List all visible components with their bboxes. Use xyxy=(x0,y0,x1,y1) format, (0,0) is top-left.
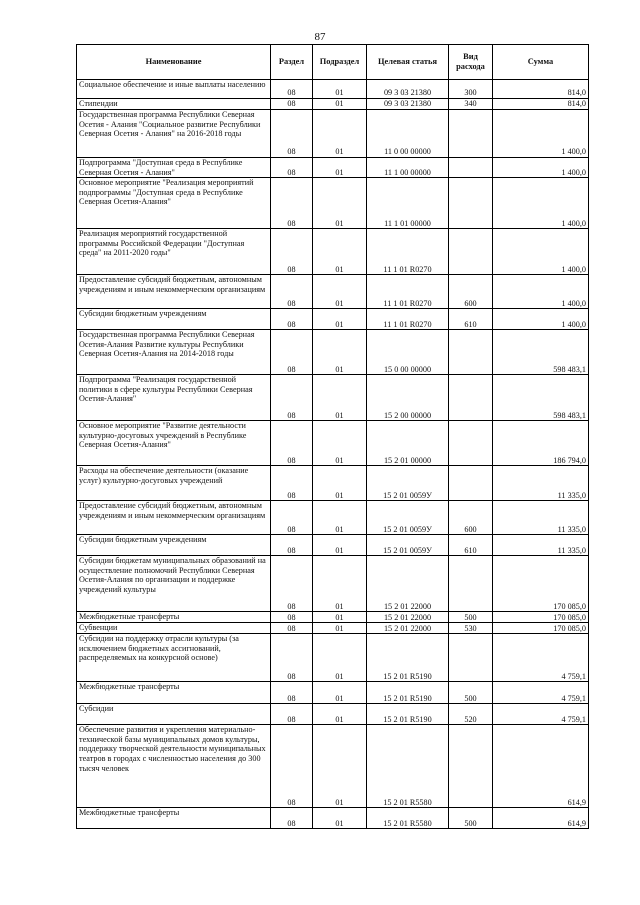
cell-summa: 11 335,0 xyxy=(493,501,589,535)
cell-name: Государственная программа Республики Северная Осетия - Алания "Социальное развитие Республики Северная Осетия - Алания" на 2016-2018 годы xyxy=(77,110,271,158)
cell-name: Реализация мероприятий государственной программы Российской Федерации "Доступная среда" на 2011-2020 годы" xyxy=(77,229,271,275)
cell-razdel: 08 xyxy=(271,421,313,466)
cell-name: Государственная программа Республики Северная Осетия-Алания Развитие культуры Республики Северная Осетия-Алания на 2014-2018 годы xyxy=(77,330,271,375)
cell-podrazdel: 01 xyxy=(313,466,367,501)
cell-podrazdel: 01 xyxy=(313,634,367,682)
header-razdel: Раздел xyxy=(271,45,313,80)
header-vid: Вид расхода xyxy=(449,45,493,80)
cell-vid xyxy=(449,110,493,158)
cell-razdel: 08 xyxy=(271,158,313,178)
cell-podrazdel: 01 xyxy=(313,229,367,275)
table-row xyxy=(77,309,589,330)
cell-summa: 1 400,0 xyxy=(493,309,589,330)
cell-podrazdel: 01 xyxy=(313,330,367,375)
cell-vid xyxy=(449,158,493,178)
cell-name: Субсидии бюджетам муниципальных образований на осуществление полномочий Республики Северная Осетия-Алания по организации и поддержке учреждений культуры xyxy=(77,556,271,612)
cell-summa: 1 400,0 xyxy=(493,158,589,178)
cell-name: Социальное обеспечение и иные выплаты населению xyxy=(77,80,271,99)
header-name: Наименование xyxy=(77,45,271,80)
cell-statya: 15 2 01 0059У xyxy=(367,501,449,535)
cell-razdel: 08 xyxy=(271,110,313,158)
cell-statya: 11 1 01 R0270 xyxy=(367,229,449,275)
cell-podrazdel: 01 xyxy=(313,421,367,466)
cell-podrazdel: 01 xyxy=(313,556,367,612)
table-row xyxy=(77,535,589,556)
cell-razdel: 08 xyxy=(271,330,313,375)
cell-name: Субсидии бюджетным учреждениям xyxy=(77,309,271,330)
table-row xyxy=(77,178,589,229)
cell-statya: 09 3 03 21380 xyxy=(367,99,449,110)
table-row xyxy=(77,229,589,275)
table-row xyxy=(77,682,589,704)
cell-statya: 15 2 01 22000 xyxy=(367,612,449,623)
cell-podrazdel: 01 xyxy=(313,808,367,829)
cell-podrazdel: 01 xyxy=(313,612,367,623)
cell-razdel: 08 xyxy=(271,634,313,682)
cell-razdel: 08 xyxy=(271,535,313,556)
table-row xyxy=(77,375,589,421)
cell-summa: 11 335,0 xyxy=(493,535,589,556)
cell-summa: 186 794,0 xyxy=(493,421,589,466)
cell-name: Предоставление субсидий бюджетным, автономным учреждениям и иным некоммерческим организациям xyxy=(77,275,271,309)
cell-name: Предоставление субсидий бюджетным, автономным учреждениям и иным некоммерческим организациям xyxy=(77,501,271,535)
cell-vid: 500 xyxy=(449,682,493,704)
cell-name: Субсидии xyxy=(77,704,271,725)
cell-name: Расходы на обеспечение деятельности (оказание услуг) культурно-досуговых учреждений xyxy=(77,466,271,501)
cell-podrazdel: 01 xyxy=(313,725,367,808)
cell-podrazdel: 01 xyxy=(313,178,367,229)
budget-table xyxy=(76,44,589,829)
cell-name: Подпрограмма "Доступная среда в Республике Северная Осетия - Алания" xyxy=(77,158,271,178)
cell-razdel: 08 xyxy=(271,501,313,535)
table-row xyxy=(77,466,589,501)
cell-summa: 1 400,0 xyxy=(493,229,589,275)
cell-summa: 614,9 xyxy=(493,725,589,808)
cell-podrazdel: 01 xyxy=(313,501,367,535)
table-row xyxy=(77,725,589,808)
cell-podrazdel: 01 xyxy=(313,375,367,421)
cell-vid: 600 xyxy=(449,275,493,309)
table-row xyxy=(77,80,589,99)
cell-name: Основное мероприятие "Развитие деятельности культурно-досуговых учреждений в Республике Северная Осетия-Алания" xyxy=(77,421,271,466)
header-statya: Целевая статья xyxy=(367,45,449,80)
cell-vid: 500 xyxy=(449,808,493,829)
cell-summa: 170 085,0 xyxy=(493,612,589,623)
cell-razdel: 08 xyxy=(271,309,313,330)
cell-summa: 1 400,0 xyxy=(493,178,589,229)
cell-name: Субсидии на поддержку отрасли культуры (за исключением бюджетных ассигнований, распределяемых на конкурсной основе) xyxy=(77,634,271,682)
cell-podrazdel: 01 xyxy=(313,110,367,158)
cell-summa: 814,0 xyxy=(493,99,589,110)
cell-vid xyxy=(449,178,493,229)
cell-summa: 598 483,1 xyxy=(493,375,589,421)
cell-summa: 4 759,1 xyxy=(493,704,589,725)
cell-name: Обеспечение развития и укрепления материально-технической базы муниципальных домов культуры, поддержку творческой деятельности муниципальных театров в городах с численностью населения до 300 тысяч человек xyxy=(77,725,271,808)
cell-vid xyxy=(449,375,493,421)
header-summa: Сумма xyxy=(493,45,589,80)
cell-statya: 15 0 00 00000 xyxy=(367,330,449,375)
cell-vid: 500 xyxy=(449,612,493,623)
cell-statya: 11 1 01 R0270 xyxy=(367,275,449,309)
cell-name: Субсидии бюджетным учреждениям xyxy=(77,535,271,556)
cell-razdel: 08 xyxy=(271,725,313,808)
cell-vid: 340 xyxy=(449,99,493,110)
cell-summa: 814,0 xyxy=(493,80,589,99)
cell-vid: 300 xyxy=(449,80,493,99)
cell-vid: 520 xyxy=(449,704,493,725)
cell-statya: 15 2 00 00000 xyxy=(367,375,449,421)
cell-razdel: 08 xyxy=(271,623,313,634)
cell-statya: 11 1 01 00000 xyxy=(367,178,449,229)
cell-razdel: 08 xyxy=(271,556,313,612)
page-number: 87 xyxy=(314,31,326,43)
header-podrazdel: Подраздел xyxy=(313,45,367,80)
cell-podrazdel: 01 xyxy=(313,623,367,634)
cell-statya: 15 2 01 R5190 xyxy=(367,682,449,704)
cell-summa: 4 759,1 xyxy=(493,634,589,682)
cell-razdel: 08 xyxy=(271,178,313,229)
cell-statya: 15 2 01 R5190 xyxy=(367,634,449,682)
cell-summa: 4 759,1 xyxy=(493,682,589,704)
cell-statya: 15 2 01 0059У xyxy=(367,466,449,501)
cell-razdel: 08 xyxy=(271,229,313,275)
cell-razdel: 08 xyxy=(271,682,313,704)
cell-vid xyxy=(449,466,493,501)
table-row xyxy=(77,501,589,535)
cell-vid xyxy=(449,556,493,612)
table-row xyxy=(77,623,589,634)
cell-summa: 1 400,0 xyxy=(493,110,589,158)
table-row xyxy=(77,330,589,375)
cell-vid xyxy=(449,229,493,275)
cell-name: Стипендии xyxy=(77,99,271,110)
cell-vid: 530 xyxy=(449,623,493,634)
cell-statya: 15 2 01 22000 xyxy=(367,556,449,612)
cell-podrazdel: 01 xyxy=(313,682,367,704)
cell-name: Межбюджетные трансферты xyxy=(77,682,271,704)
cell-razdel: 08 xyxy=(271,275,313,309)
cell-statya: 15 2 01 22000 xyxy=(367,623,449,634)
cell-statya: 11 0 00 00000 xyxy=(367,110,449,158)
cell-summa: 170 085,0 xyxy=(493,556,589,612)
table-body xyxy=(77,80,589,829)
table-row xyxy=(77,634,589,682)
cell-summa: 170 085,0 xyxy=(493,623,589,634)
cell-vid xyxy=(449,330,493,375)
cell-statya: 11 1 01 R0270 xyxy=(367,309,449,330)
cell-podrazdel: 01 xyxy=(313,535,367,556)
cell-podrazdel: 01 xyxy=(313,275,367,309)
cell-statya: 11 1 00 00000 xyxy=(367,158,449,178)
cell-vid: 610 xyxy=(449,535,493,556)
cell-statya: 15 2 01 00000 xyxy=(367,421,449,466)
cell-statya: 15 2 01 R5190 xyxy=(367,704,449,725)
cell-vid xyxy=(449,725,493,808)
cell-summa: 11 335,0 xyxy=(493,466,589,501)
cell-vid: 600 xyxy=(449,501,493,535)
cell-name: Основное мероприятие "Реализация мероприятий подпрограммы "Доступная среда в Республике Северная Осетия-Алания" xyxy=(77,178,271,229)
table-row xyxy=(77,110,589,158)
cell-razdel: 08 xyxy=(271,704,313,725)
cell-razdel: 08 xyxy=(271,99,313,110)
cell-podrazdel: 01 xyxy=(313,80,367,99)
cell-razdel: 08 xyxy=(271,80,313,99)
table-row xyxy=(77,556,589,612)
cell-statya: 09 3 03 21380 xyxy=(367,80,449,99)
cell-razdel: 08 xyxy=(271,466,313,501)
cell-vid: 610 xyxy=(449,309,493,330)
cell-podrazdel: 01 xyxy=(313,309,367,330)
cell-name: Субвенции xyxy=(77,623,271,634)
cell-statya: 15 2 01 0059У xyxy=(367,535,449,556)
cell-name: Межбюджетные трансферты xyxy=(77,612,271,623)
table-row xyxy=(77,612,589,623)
cell-name: Подпрограмма "Реализация государственной политики в сфере культуры Республики Северная Осетия-Алания" xyxy=(77,375,271,421)
table-row xyxy=(77,704,589,725)
cell-vid xyxy=(449,634,493,682)
cell-summa: 614,9 xyxy=(493,808,589,829)
table-row xyxy=(77,99,589,110)
cell-podrazdel: 01 xyxy=(313,704,367,725)
cell-podrazdel: 01 xyxy=(313,158,367,178)
table-row xyxy=(77,421,589,466)
cell-summa: 1 400,0 xyxy=(493,275,589,309)
cell-podrazdel: 01 xyxy=(313,99,367,110)
cell-razdel: 08 xyxy=(271,375,313,421)
cell-vid xyxy=(449,421,493,466)
table-row xyxy=(77,158,589,178)
cell-statya: 15 2 01 R5580 xyxy=(367,808,449,829)
cell-razdel: 08 xyxy=(271,612,313,623)
table-row xyxy=(77,808,589,829)
cell-razdel: 08 xyxy=(271,808,313,829)
cell-statya: 15 2 01 R5580 xyxy=(367,725,449,808)
table-row xyxy=(77,275,589,309)
table-header-row xyxy=(77,45,589,80)
cell-name: Межбюджетные трансферты xyxy=(77,808,271,829)
cell-summa: 598 483,1 xyxy=(493,330,589,375)
